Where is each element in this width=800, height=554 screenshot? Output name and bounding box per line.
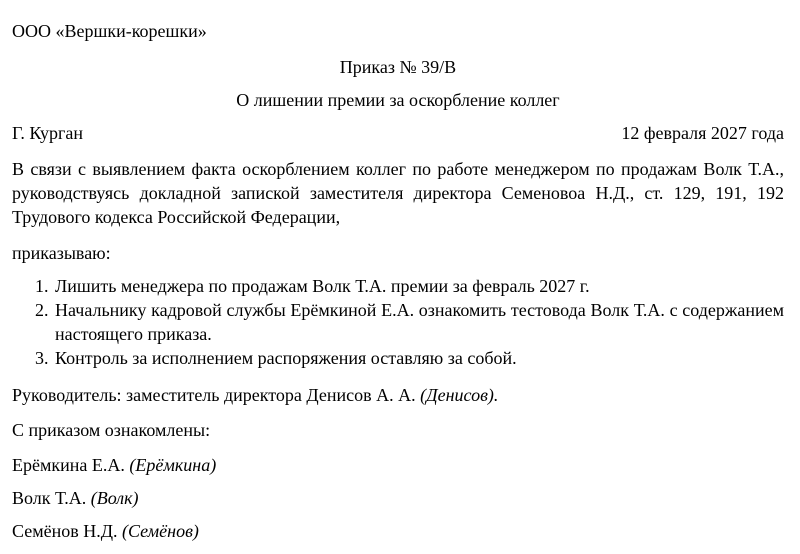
acquainted-signature: (Семёнов) xyxy=(122,521,199,541)
list-item xyxy=(12,346,784,370)
item-number: 3. xyxy=(35,348,49,368)
item-text: Начальнику кадровой службы Ерёмкиной Е.А. ознакомить тестовода Волк Т.А. с содержанием настоящего приказа. xyxy=(55,300,784,344)
acquainted-name: Ерёмкина Е.А. xyxy=(12,455,125,475)
place-date-row xyxy=(12,121,784,145)
acquainted-signature: (Ерёмкина) xyxy=(129,455,217,475)
item-number: 2. xyxy=(35,300,49,320)
item-text: Контроль за исполнением распоряжения оставляю за собой. xyxy=(55,348,517,368)
acquainted-label: С приказом ознакомлены: xyxy=(12,420,211,440)
item-text: Лишить менеджера по продажам Волк Т.А. премии за февраль 2027 г. xyxy=(55,276,590,296)
city: Г. Курган xyxy=(12,123,84,143)
list-item xyxy=(12,274,784,298)
acquainted-row xyxy=(12,519,784,543)
organization-name: ООО «Вершки-корешки» xyxy=(12,21,207,41)
order-subject: О лишении премии за оскорбление коллег xyxy=(236,90,560,110)
order-date: 12 февраля 2027 года xyxy=(621,123,784,143)
preamble-paragraph: В связи с выявлением факта оскорблением коллег по работе менеджером по продажам Волк Т.А., руководствуясь докладной запиской заместителя директора Семеновоа Н.Д., ст. 129, 191, 192 Трудового кодекса Российской Федерации, xyxy=(12,159,784,227)
acquainted-row xyxy=(12,453,784,477)
head-signature: (Денисов). xyxy=(420,385,499,405)
acquainted-name: Семёнов Н.Д. xyxy=(12,521,118,541)
order-word: приказываю: xyxy=(12,243,111,263)
item-number: 1. xyxy=(35,276,49,296)
acquainted-row xyxy=(12,486,784,510)
list-item xyxy=(12,298,784,346)
head-label: Руководитель: заместитель директора Денисов А. А. xyxy=(12,385,416,405)
acquainted-name: Волк Т.А. xyxy=(12,488,87,508)
head-signature-line xyxy=(12,383,784,407)
acquainted-signature: (Волк) xyxy=(90,488,139,508)
order-title: Приказ № 39/В xyxy=(339,57,457,77)
order-items-list xyxy=(12,274,784,370)
